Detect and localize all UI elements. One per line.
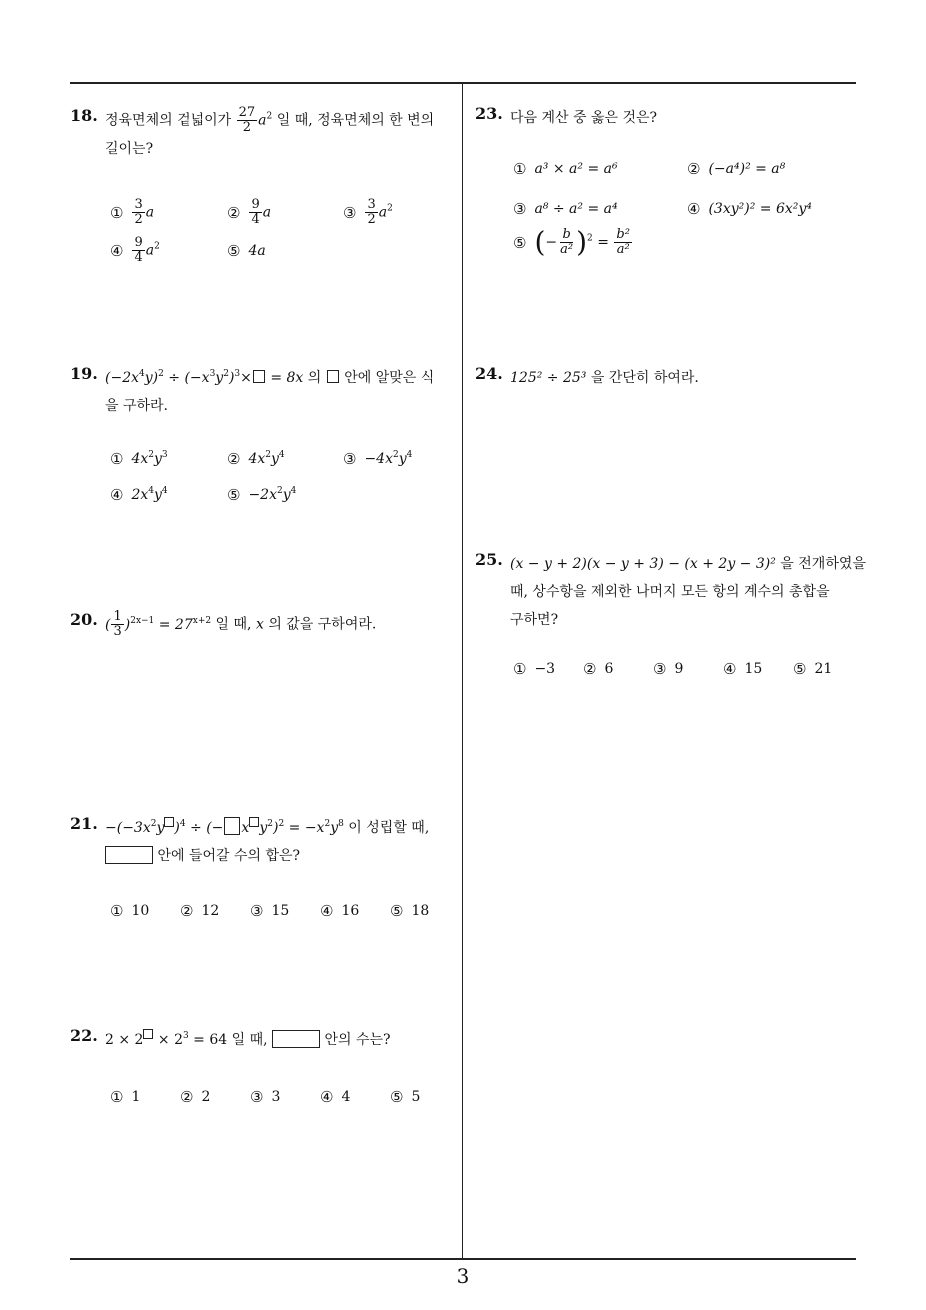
- choice-text: 16: [341, 903, 360, 919]
- stem-text: 의: [307, 370, 322, 386]
- column-divider: [462, 82, 463, 1260]
- expr-part: ): [228, 370, 235, 386]
- choice-5[interactable]: [793, 660, 832, 678]
- exponent: 2: [267, 819, 273, 829]
- question-number: 19.: [70, 364, 98, 383]
- fraction-denominator: 2: [242, 120, 252, 135]
- choice-marker: ①: [513, 160, 527, 178]
- question-number: 18.: [70, 106, 98, 125]
- fraction-denominator: a²: [616, 242, 630, 257]
- math-expression: 125² ÷ 25³: [510, 370, 587, 386]
- exponent: 4: [406, 450, 413, 460]
- exponent: 4: [139, 369, 145, 379]
- fraction-numerator: 3: [134, 197, 143, 212]
- blank-box: [249, 817, 259, 827]
- choice-text: 21: [814, 661, 833, 677]
- choice-text: 9: [674, 661, 684, 677]
- choice-5[interactable]: [390, 902, 429, 920]
- exponent: 2: [587, 233, 593, 244]
- exponent: 3: [161, 450, 168, 460]
- question-stem: [105, 1026, 391, 1054]
- choice-1[interactable]: [110, 1088, 140, 1106]
- blank-box: [143, 1029, 153, 1039]
- stem-text: 일 때, 정육면체의 한 변의: [276, 112, 435, 129]
- choice-text: 4x: [131, 451, 149, 467]
- blank-box: [224, 817, 240, 835]
- exponent: 2: [324, 819, 331, 829]
- blank-box: [327, 370, 339, 383]
- choice-text: y: [154, 487, 162, 503]
- choice-marker: ①: [110, 1088, 124, 1106]
- question-stem: [510, 550, 866, 634]
- question-stem: [105, 106, 434, 163]
- fraction: [237, 106, 258, 135]
- fraction: [365, 198, 377, 227]
- fraction-numerator: 9: [134, 235, 143, 250]
- fraction: [249, 198, 261, 227]
- stem-text: 때, 상수항을 제외한 나머지 모든 항의 계수의 총합을: [510, 584, 830, 600]
- math-expression: ( $\frac{1}{3}$ )$^{2x-1} = 27^{x+2}$: [105, 609, 212, 639]
- choice-marker: ③: [653, 660, 667, 678]
- fraction-numerator: 1: [113, 609, 122, 624]
- stem-text: 정육면체의 겉넓이가: [105, 112, 232, 129]
- fraction: [132, 198, 144, 227]
- choice-marker: ④: [320, 902, 334, 920]
- choice-4[interactable]: [110, 236, 160, 265]
- stem-text: 길이는?: [105, 141, 154, 157]
- choice-marker: ②: [583, 660, 597, 678]
- question-23: [475, 104, 860, 274]
- choice-marker: ④: [110, 486, 124, 504]
- choice-marker: ②: [180, 1088, 194, 1106]
- stem-exponent: 2: [266, 111, 273, 122]
- stem-text: 안에 알맞은 식: [344, 370, 435, 386]
- stem-text: 을 구하라.: [105, 398, 168, 414]
- choice-marker: ④: [687, 200, 701, 218]
- expr-part: 2 × 2: [105, 1032, 144, 1048]
- choice-4[interactable]: [320, 902, 359, 920]
- fraction-denominator: 4: [134, 250, 143, 265]
- expr-part: x: [241, 820, 250, 836]
- choice-text: a⁸ ÷ a² = a⁴: [534, 201, 618, 217]
- choice-5[interactable]: [390, 1088, 420, 1106]
- question-stem: [510, 364, 699, 392]
- question-number: 20.: [70, 610, 98, 629]
- question-24: [475, 364, 860, 404]
- choice-marker: ⑤: [390, 1088, 404, 1106]
- fraction: [614, 228, 632, 257]
- choice-marker: ①: [110, 902, 124, 920]
- choice-marker: ①: [110, 450, 124, 468]
- choice-marker: ②: [687, 160, 701, 178]
- expr-part: −: [545, 234, 558, 251]
- exponent: 4: [179, 819, 186, 829]
- choice-3[interactable]: [653, 660, 683, 678]
- fraction-denominator: 4: [251, 212, 260, 227]
- fraction-numerator: 27: [238, 105, 256, 120]
- exponent: 3: [209, 369, 216, 379]
- fraction-denominator: 3: [113, 624, 122, 639]
- question-25: [475, 550, 866, 690]
- exponent: 2: [393, 450, 399, 460]
- exponent: 2: [277, 486, 283, 496]
- stem-variable: x: [255, 616, 264, 633]
- choice-text: 18: [411, 903, 430, 919]
- exponent: 2: [150, 819, 157, 829]
- question-stem: [105, 814, 429, 870]
- choice-1[interactable]: [110, 198, 154, 227]
- blank-box: [105, 846, 153, 864]
- choice-marker: ①: [110, 203, 124, 222]
- question-stem: [105, 610, 376, 639]
- choice-4[interactable]: [687, 200, 812, 218]
- fraction: [111, 610, 123, 639]
- expr-part: ): [272, 820, 279, 836]
- question-number: 22.: [70, 1026, 98, 1045]
- math-expression: (x − y + 2)(x − y + 3) − (x + 2y − 3)²: [510, 556, 776, 572]
- choice-3[interactable]: [250, 902, 289, 920]
- exponent: 2: [278, 819, 285, 829]
- choice-text: y: [398, 451, 407, 467]
- choice-3[interactable]: [343, 198, 393, 227]
- fraction-denominator: 2: [134, 212, 143, 227]
- expr-part: y: [330, 820, 339, 836]
- expr-part: y): [144, 370, 159, 386]
- choice-2[interactable]: [227, 198, 271, 227]
- choice-3[interactable]: [343, 450, 412, 468]
- choice-text: 15: [744, 661, 763, 677]
- exponent: 2x−1: [130, 615, 155, 626]
- math-expression: [105, 1032, 227, 1048]
- choice-text: 4: [341, 1089, 351, 1105]
- expr-part: = −x: [284, 820, 325, 836]
- exponent: 4: [278, 450, 285, 460]
- question-18: [70, 106, 460, 276]
- choice-text: 15: [271, 903, 290, 919]
- choice-text: 1: [131, 1089, 141, 1105]
- choice-text: 4a: [248, 243, 266, 259]
- expr-part: =: [597, 234, 609, 251]
- exponent: 2: [148, 450, 154, 460]
- choice-text: y: [282, 487, 291, 503]
- choice-marker: ②: [227, 450, 241, 468]
- fraction-numerator: b²: [616, 227, 630, 242]
- choice-text: (3xy²)² = 6x²y⁴: [708, 201, 812, 217]
- choice-variable: a: [378, 204, 388, 221]
- choice-text: (−a⁴)² = a⁸: [708, 161, 786, 177]
- exponent: 4: [148, 486, 154, 496]
- fraction: [132, 236, 144, 265]
- fraction-numerator: 3: [367, 197, 376, 212]
- stem-text: 안의 수는?: [324, 1032, 391, 1048]
- blank-box: [253, 370, 265, 383]
- expr-part: ÷ (−x: [163, 370, 210, 386]
- choice-4[interactable]: [110, 486, 168, 504]
- stem-variable: a: [258, 112, 267, 129]
- stem-text: 일 때,: [215, 616, 252, 633]
- exponent: 3: [234, 369, 241, 379]
- exponent: 2: [265, 450, 271, 460]
- choice-marker: ④: [320, 1088, 334, 1106]
- choice-text: y: [271, 451, 279, 467]
- choice-marker: ③: [343, 450, 357, 468]
- choice-2[interactable]: [180, 1088, 210, 1106]
- choice-5[interactable]: [513, 225, 633, 259]
- choice-5[interactable]: [227, 486, 296, 504]
- stem-text: 안에 들어갈 수의 합은?: [157, 848, 301, 864]
- choice-text: −4x: [364, 451, 393, 467]
- stem-text: 일 때,: [231, 1032, 268, 1048]
- choice-2[interactable]: [227, 450, 285, 468]
- expr-part: = 64: [188, 1032, 228, 1048]
- question-stem: [510, 104, 657, 132]
- question-19: [70, 364, 460, 514]
- choice-4[interactable]: [723, 660, 762, 678]
- choice-marker: ①: [513, 660, 527, 678]
- choice-text: 2x: [131, 487, 149, 503]
- fraction: [558, 228, 575, 257]
- choice-expression: (− $\frac{b}{\text{a²}}$ )$^2$ = $\frac{\text{b²}}{\text{a²}}$: [534, 225, 630, 259]
- fraction-denominator: a²: [560, 242, 574, 257]
- question-stem: [105, 364, 434, 420]
- choice-text: 12: [201, 903, 220, 919]
- choice-1[interactable]: [110, 902, 149, 920]
- choice-marker: ②: [227, 203, 241, 222]
- choice-marker: ⑤: [390, 902, 404, 920]
- choice-3[interactable]: [250, 1088, 280, 1106]
- math-expression: [105, 820, 344, 836]
- top-rule: [70, 82, 856, 84]
- question-number: 25.: [475, 550, 503, 569]
- choice-text: 10: [131, 903, 150, 919]
- choice-text: 2: [201, 1089, 211, 1105]
- choice-text: 3: [271, 1089, 281, 1105]
- expr-part: ): [174, 820, 180, 836]
- choice-3[interactable]: [513, 200, 618, 218]
- choice-2[interactable]: [687, 160, 785, 178]
- exponent: 2: [158, 369, 164, 379]
- fraction-denominator: 2: [367, 212, 376, 227]
- choice-text: 6: [604, 661, 614, 677]
- choice-text: 4x: [248, 451, 266, 467]
- question-number: 24.: [475, 364, 503, 383]
- expr-part: y: [259, 820, 268, 836]
- choice-marker: ④: [110, 241, 124, 260]
- stem-text: 의 값을 구하여라.: [268, 616, 377, 633]
- choice-variable: a: [145, 242, 155, 259]
- math-expression: [105, 370, 303, 386]
- question-number: 21.: [70, 814, 98, 833]
- choice-1[interactable]: [513, 160, 618, 178]
- fraction-numerator: b: [562, 227, 571, 242]
- expr-part: ÷ (−: [185, 820, 224, 836]
- stem-text: 이 성립할 때,: [348, 820, 430, 836]
- expr-part: y: [215, 370, 224, 386]
- choice-marker: ③: [343, 203, 357, 222]
- bottom-rule: [70, 1258, 856, 1260]
- expr-part: −(−3x: [105, 820, 151, 836]
- exponent: 2: [223, 369, 229, 379]
- choice-marker: ⑤: [227, 486, 241, 504]
- choice-text: −2x: [248, 487, 277, 503]
- exponent: 3: [183, 1031, 189, 1041]
- choice-2[interactable]: [180, 902, 219, 920]
- expr-part: × 2: [153, 1032, 183, 1048]
- choice-text: −3: [534, 661, 556, 677]
- stem-text: 다음 계산 중 옳은 것은?: [510, 110, 658, 126]
- question-21: [70, 814, 460, 924]
- exponent: 4: [290, 486, 297, 496]
- fraction-numerator: 9: [251, 197, 260, 212]
- choice-exponent: 2: [154, 241, 160, 252]
- choice-marker: ⑤: [793, 660, 807, 678]
- choice-marker: ⑤: [513, 233, 527, 252]
- choice-marker: ③: [250, 1088, 264, 1106]
- choice-marker: ②: [180, 902, 194, 920]
- choice-marker: ③: [513, 200, 527, 218]
- exponent: x+2: [192, 615, 212, 626]
- blank-box: [272, 1030, 320, 1048]
- question-22: [70, 1026, 460, 1116]
- choice-marker: ⑤: [227, 242, 241, 260]
- choice-text: y: [154, 451, 162, 467]
- expr-part: (−2x: [105, 370, 139, 386]
- stem-text: 을 전개하였을: [780, 556, 866, 572]
- choice-marker: ③: [250, 902, 264, 920]
- exponent: 4: [161, 486, 168, 496]
- choice-text: 5: [411, 1089, 421, 1105]
- stem-text: 을 간단히 하여라.: [590, 370, 699, 386]
- page-number: 3: [456, 1264, 470, 1288]
- choice-2[interactable]: [583, 660, 613, 678]
- choice-text: a³ × a² = a⁶: [534, 161, 618, 177]
- expr-part: = 8x: [265, 370, 304, 386]
- question-number: 23.: [475, 104, 503, 123]
- exponent: 8: [338, 819, 344, 829]
- question-20: [70, 610, 460, 660]
- expr-part: y: [156, 820, 165, 836]
- choice-variable: a: [145, 204, 155, 221]
- choice-exponent: 2: [387, 203, 393, 214]
- expr-part: ×: [240, 370, 252, 386]
- choice-1[interactable]: [513, 660, 555, 678]
- choice-marker: ④: [723, 660, 737, 678]
- choice-1[interactable]: [110, 450, 168, 468]
- choice-5[interactable]: [227, 242, 266, 260]
- choice-4[interactable]: [320, 1088, 350, 1106]
- choice-variable: a: [262, 204, 272, 221]
- blank-box: [164, 817, 174, 827]
- stem-text: 구하면?: [510, 612, 559, 628]
- expr-part: = 27: [154, 616, 193, 633]
